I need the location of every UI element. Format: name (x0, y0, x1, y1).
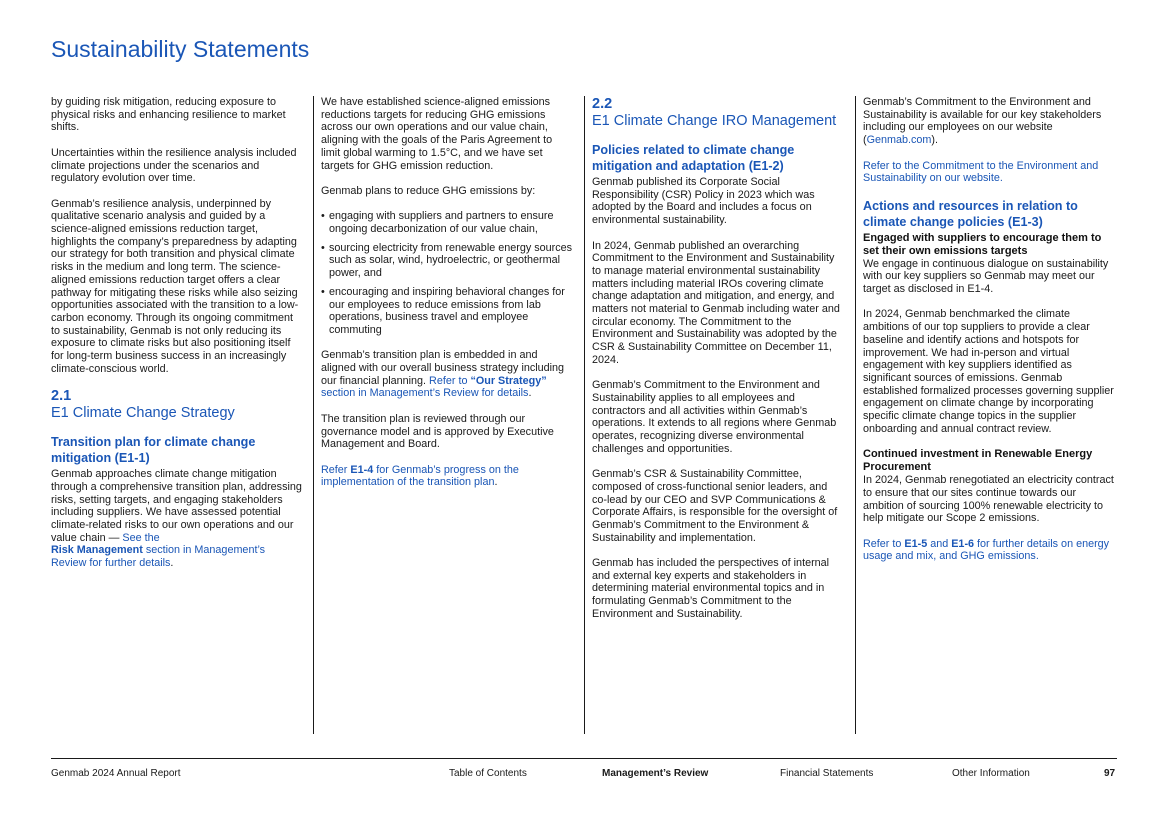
link-text: section in Management’s Review for details (321, 387, 529, 400)
paragraph-text: Genmab approaches climate change mitigation through a comprehensive transition plan, addressing risks, setting targets, and engaging stakeholders including suppliers. We have assessed potential climate-related risks to our own operations and our value chain — (51, 468, 302, 544)
bullet-icon: • (321, 285, 325, 298)
commitment-website-link[interactable]: Refer to the Commitment to the Environment and Sustainability on our website (863, 159, 1099, 185)
paragraph (863, 96, 1117, 147)
bullet-list (321, 210, 574, 336)
list-item-text: sourcing electricity from renewable energy sources such as solar, wind, hydroelectric, or geothermal power, and (329, 241, 573, 280)
footer-report-title: Genmab 2024 Annual Report (51, 768, 181, 779)
link-text: for Genmab’s progress on the implementation of the transition plan (321, 463, 519, 489)
section-number: 2.2 (592, 96, 613, 112)
paragraph: Genmab’s resilience analysis, underpinned by qualitative scenario analysis and guided by a science-aligned emissions reduction target, highlights the company’s preparedness by adapting our strategy for both transition and physical climate risks in the medium and long term. The science-aligned emissions reduction target offers a clear pathway for mitigating these risks while also seizing opportunities associated with the transition to a low-carbon economy. Through its ongoing commitment to sustainability, Genmab is not only reducing its exposure to climate risks but also positioning itself for long-term business success in an increasingly climate-conscious world. (51, 197, 299, 375)
genmab-website-link[interactable]: Genmab.com (866, 134, 932, 147)
bold-heading: Engaged with suppliers to encourage them to set their own emissions targets (863, 231, 1102, 257)
bold-heading: Continued investment in Renewable Energy Procurement (863, 448, 1093, 474)
paragraph (321, 349, 574, 400)
paragraph: Genmab published its Corporate Social Responsibility (CSR) Policy in 2023 which was adopted by the Board and includes a focus on environmental sustainability. (592, 176, 815, 227)
paragraph (863, 160, 1117, 185)
section-number: 2.1 (51, 388, 72, 405)
paragraph: Uncertainties within the resilience analysis included climate projections under the scenarios and regulatory evolution over time. (51, 146, 297, 185)
link-text: See the (122, 531, 160, 544)
paragraph: In 2024, Genmab benchmarked the climate ambitions of our top suppliers to provide a clear baseline and identify actions and hotspots for improvement. We had in-person and virtual engagement with key suppliers identified as significant sources of emissions. Genmab established formalized processes governing supplier engagement on climate change by incorporating specific climate change topics in the supplier onboarding and annual contract review. (863, 308, 1114, 435)
e1-4-link[interactable] (321, 464, 519, 489)
footer-divider (51, 758, 1117, 759)
link-text-bold: E1-4 (350, 463, 374, 476)
bullet-icon: • (321, 210, 325, 223)
paragraph: Genmab plans to reduce GHG emissions by: (321, 184, 536, 197)
link-text: Refer (321, 463, 348, 476)
punctuation: . (494, 476, 498, 489)
page-title: Sustainability Statements (51, 36, 310, 62)
punctuation: . (999, 172, 1003, 185)
paragraph: Genmab has included the perspectives of internal and external key experts and stakeholders in determining material environmental topics and in formulating Genmab’s Commitment to the Environment and Sustainability. (592, 557, 830, 620)
punctuation: . (170, 557, 174, 570)
footer-nav-financial-statements[interactable]: Financial Statements (780, 768, 874, 779)
subheading: Actions and resources in relation to climate change policies (E1-3) (863, 198, 1078, 229)
punctuation: . (528, 387, 532, 400)
paragraph: In 2024, Genmab published an overarching Commitment to the Environment and Sustainability to manage material environmental sustainability matters including material IROs covering climate change adaptation and mitigation, and energy, and matters not material to Genmab including water and circular economy. The Commitment to the Environment and Sustainability was adopted by the CSR & Sustainability Committee on December 11, 2024. (592, 239, 840, 366)
page-number: 97 (1104, 768, 1116, 779)
list-item (321, 242, 574, 280)
paragraph: We have established science-aligned emissions reductions targets for reducing GHG emissions across our own operations and our value chain, aligning with the goals of the Paris Agreement to limit global warming to 1.5°C, and we have set targets for GHG emission reduction. (321, 96, 553, 172)
paragraph-text: Genmab’s transition plan is embedded in and aligned with our overall business strategy including our financial planning. (321, 349, 565, 387)
list-item (321, 210, 574, 235)
paragraph: Genmab’s Commitment to the Environment and Sustainability applies to all employees and contractors and all activities within Genmab’s operations. It extends to all regions where Genmab operates, recognizing diverse environmental challenges and opportunities. (592, 379, 837, 455)
link-text-bold: Risk Management (51, 544, 143, 557)
paragraph-text: Genmab’s Commitment to the Environment and Sustainability is available for our key stakeholders including our employees on our website ( (863, 96, 1102, 147)
column-2 (321, 96, 574, 736)
section-title: E1 Climate Change Strategy (51, 405, 235, 422)
link-text: for further details on energy usage and mix, and GHG emissions (863, 537, 1110, 563)
link-text-bold: “Our Strategy” (470, 374, 547, 387)
column-divider (313, 96, 314, 734)
punctuation: . (1035, 550, 1039, 563)
paragraph: Genmab’s CSR & Sustainability Committee, composed of cross-functional senior leaders, and co-lead by our CEO and SVP Communications & Corporate Affairs, is responsible for the oversight of Genmab’s Commitment to the Environment & Sustainability and implementation. (592, 468, 838, 544)
paragraph: In 2024, Genmab renegotiated an electricity contract to ensure that our sites continue towards our ambition of sourcing 100% renewable electricity to help mitigate our Scope 2 emissions. (863, 474, 1114, 525)
link-text-bold: E1-6 (951, 537, 975, 550)
column-3 (592, 96, 844, 736)
e1-5-link[interactable] (904, 538, 927, 550)
column-divider (855, 96, 856, 734)
column-divider (584, 96, 585, 734)
paragraph: The transition plan is reviewed through our governance model and is approved by Executive Management and Board. (321, 412, 554, 451)
paragraph (863, 538, 1117, 563)
footer-nav-table-of-contents[interactable]: Table of Contents (449, 768, 527, 779)
link-text-bold: E1-5 (904, 537, 928, 550)
column-1 (51, 96, 303, 736)
subheading: Transition plan for climate change mitigation (E1-1) (51, 435, 256, 466)
paragraph: We engage in continuous dialogue on sustainability with our key suppliers so Genmab may meet our target as disclosed in E1-4. (863, 257, 1109, 295)
paragraph (51, 468, 303, 570)
list-item-text: engaging with suppliers and partners to ensure ongoing decarbonization of our value chain, (329, 210, 554, 235)
column-4 (863, 96, 1117, 736)
link-text: section in Management’s Review for further details (51, 544, 266, 570)
e1-6-link[interactable] (951, 538, 974, 550)
subheading: Policies related to climate change mitigation and adaptation (E1-2) (592, 143, 795, 173)
paragraph: by guiding risk mitigation, reducing exposure to physical risks and enhancing resilience to market shifts. (51, 96, 286, 134)
list-item (321, 286, 574, 337)
section-title: E1 Climate Change IRO Management (592, 113, 837, 129)
link-text: and (930, 537, 949, 550)
link-text: Refer to (863, 537, 902, 550)
paragraph (321, 464, 574, 489)
list-item-text: encouraging and inspiring behavioral changes for our employees to reduce emissions from lab operations, business travel and employee commuting (329, 285, 565, 336)
punctuation: ). (931, 134, 939, 147)
footer-nav-other-information[interactable]: Other Information (952, 768, 1030, 779)
footer-nav-managements-review[interactable]: Management’s Review (602, 768, 709, 779)
link-text: Refer to (429, 374, 468, 387)
bullet-icon: • (321, 241, 325, 254)
